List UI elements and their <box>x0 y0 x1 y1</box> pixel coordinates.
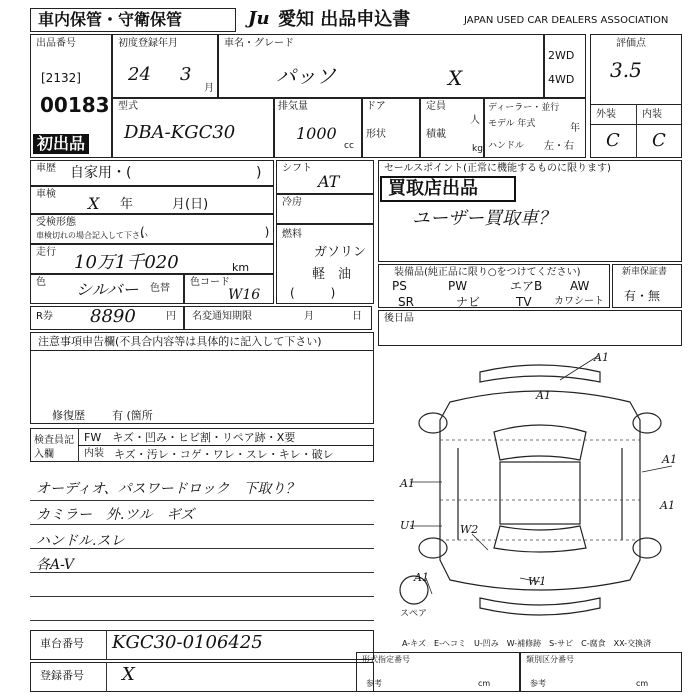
shape-label: 形状 <box>366 129 386 140</box>
purchase-stamp: 買取店出品 <box>388 178 478 199</box>
post-note-label: 後日品 <box>384 313 414 324</box>
fuel-light-oil: 軽 油 <box>312 267 352 282</box>
fw-row: FW キズ・凹み・ヒビ割・リペア跡・X要 <box>84 431 296 444</box>
receipt-label: 受検形態 <box>36 217 76 228</box>
org-english: JAPAN USED CAR DEALERS ASSOCIATION <box>464 15 669 26</box>
name-change-label: 名変通知期限 <box>192 311 252 322</box>
color-value: シルバー <box>76 280 139 299</box>
grade: X <box>448 66 463 90</box>
recycle-unit: 円 <box>166 311 176 322</box>
fuel-gasoline: ガソリン <box>314 245 367 260</box>
first-reg-month: 3 <box>180 64 192 85</box>
fuel-label: 燃料 <box>282 229 302 240</box>
equip-pw: PW <box>448 279 468 293</box>
drive-4wd: 4WD <box>548 73 575 86</box>
mileage-unit: km <box>232 261 250 274</box>
year-unit: 年 <box>570 123 580 134</box>
type-value: DBA-KGC30 <box>124 122 236 143</box>
note-line-1: オーディオ、パスワードロック 下取り？ <box>36 481 300 497</box>
disp-unit: cc <box>344 141 354 151</box>
load-unit: kg <box>472 144 483 154</box>
model-year-label: モデル 年式 <box>488 119 536 129</box>
damage-legend: A-キズ E-ヘコミ U-凹み W-補修跡 S-サビ C-腐食 XX-交換済 <box>402 639 652 648</box>
ac-label: 冷房 <box>282 197 302 208</box>
lot-label: 出品番号 <box>36 38 76 49</box>
notes-title: 注意事項申告欄(不具合内容等は具体的に記入して下さい) <box>38 335 322 348</box>
new-warranty-value: 有・無 <box>624 289 661 303</box>
damage-mark-3: A1 <box>400 477 415 490</box>
equip-navi: ナビ <box>456 295 481 309</box>
first-reg-year: 24 <box>128 64 151 85</box>
first-listing-badge: 初出品 <box>33 134 89 154</box>
equip-sr: SR <box>398 295 414 309</box>
color-code-label: 色コード <box>190 277 230 288</box>
spare-label: スペア <box>400 609 428 619</box>
class-label: 類別区分番号 <box>526 655 574 664</box>
month-unit-2: 月 <box>304 311 314 322</box>
load-label: 積載 <box>426 129 446 140</box>
inspection-value: X <box>88 194 100 213</box>
chassis-label: 車台番号 <box>40 637 84 650</box>
first-reg-label: 初度登録年月 <box>118 38 178 49</box>
equip-tv: TV <box>516 295 532 309</box>
lot-prefix: [2132] <box>41 71 81 85</box>
interior-label: 内装 <box>642 109 662 120</box>
equip-airbag: エアB <box>510 279 543 293</box>
reg-label: 登録番号 <box>40 669 84 682</box>
usage-label: 車歴 <box>36 163 56 174</box>
model-name: パッソ <box>276 64 336 88</box>
handle-label: ハンドル <box>488 141 525 151</box>
usage-close: ) <box>256 165 262 181</box>
type-label: 型式 <box>118 101 138 112</box>
recycle-label: R券 <box>36 311 53 322</box>
damage-mark-5: A1 <box>660 499 675 512</box>
damage-mark-9: W1 <box>528 575 547 588</box>
cm-unit-2: cm <box>636 679 649 688</box>
sales-point-label: セールスポイント(正常に機能するものに限ります) <box>384 163 611 174</box>
capacity-label: 定員 <box>426 101 446 112</box>
color-code-value: W16 <box>228 287 261 303</box>
door-label: ドア <box>366 101 386 112</box>
damage-mark-4: A1 <box>662 453 677 466</box>
inspector-label: 検査員記入欄 <box>34 435 74 460</box>
mileage-label: 走行 <box>36 247 56 258</box>
note-line-3: ハンドル.スレ <box>36 533 125 549</box>
exterior-grade: C <box>606 130 620 151</box>
ref-label-1: 参考 <box>366 679 382 688</box>
chassis-value: KGC30-0106425 <box>112 632 263 653</box>
disp-label: 排気量 <box>278 101 308 112</box>
note-line-4: 各A-V <box>36 557 74 573</box>
interior-row: キズ・汚レ・コゲ・ワレ・スレ・キレ・破レ <box>114 448 334 461</box>
disp-value: 1000 <box>296 124 337 143</box>
eval-label: 評価点 <box>616 38 646 49</box>
fuel-paren: ( ) <box>290 286 336 300</box>
repair-value: 有 (箇所 <box>112 409 153 422</box>
mileage-value: 10万1千020 <box>74 252 179 273</box>
dealer-label: ディーラー・並行 <box>488 103 560 113</box>
equip-aw: AW <box>570 279 590 293</box>
receipt-note: 車検切れの場合記入して下さい <box>36 231 148 240</box>
damage-mark-1: A1 <box>594 351 609 364</box>
type-cert-label: 形式指定番号 <box>362 655 410 664</box>
equipment-label: 装備品(純正品に限り○をつけてください) <box>394 267 581 278</box>
interior-grade: C <box>652 130 666 151</box>
equip-leather-seat: カワシート <box>554 296 604 307</box>
eval-score: 3.5 <box>610 58 642 82</box>
cm-unit-1: cm <box>478 679 491 688</box>
sales-note: ユーザー買取車？ <box>412 208 556 229</box>
usage-value: 自家用・( <box>70 165 132 181</box>
damage-mark-8: A1 <box>414 571 429 584</box>
damage-mark-2: A1 <box>536 389 551 402</box>
inspection-label: 車検 <box>36 189 56 200</box>
day-unit: 日 <box>352 311 362 322</box>
reg-value: X <box>122 664 135 685</box>
storage-title: 車内保管・守衛保管 <box>38 10 183 29</box>
equip-ps: PS <box>392 279 407 293</box>
note-line-2: カミラー 外.ツル ギズ <box>36 507 195 523</box>
receipt-paren: ( ) <box>140 225 270 239</box>
drive-2wd: 2WD <box>548 49 575 62</box>
new-warranty-label: 新車保証書 <box>622 267 668 277</box>
shift-value: AT <box>318 172 340 191</box>
shift-label: シフト <box>282 163 312 174</box>
interior-row-label: 内装 <box>84 448 104 459</box>
exterior-label: 外装 <box>596 109 616 120</box>
month-unit: 月 <box>204 83 214 94</box>
ju-logo: Ju <box>248 8 270 29</box>
model-grade-label: 車名・グレード <box>224 38 294 49</box>
handle-options: 左・右 <box>544 141 574 152</box>
inspection-units: 年 月(日) <box>120 197 209 212</box>
recycle-value: 8890 <box>90 306 136 327</box>
repair-label: 修復歴 <box>52 409 85 422</box>
color-swap-label: 色替 <box>150 283 170 294</box>
ref-label-2: 参考 <box>530 679 546 688</box>
capacity-unit: 人 <box>470 115 480 126</box>
lot-number: 00183 <box>40 93 110 117</box>
damage-mark-7: U1 <box>400 519 417 532</box>
color-label: 色 <box>36 277 46 288</box>
org-title: 愛知 出品申込書 <box>278 9 411 30</box>
damage-mark-6: W2 <box>460 523 479 536</box>
